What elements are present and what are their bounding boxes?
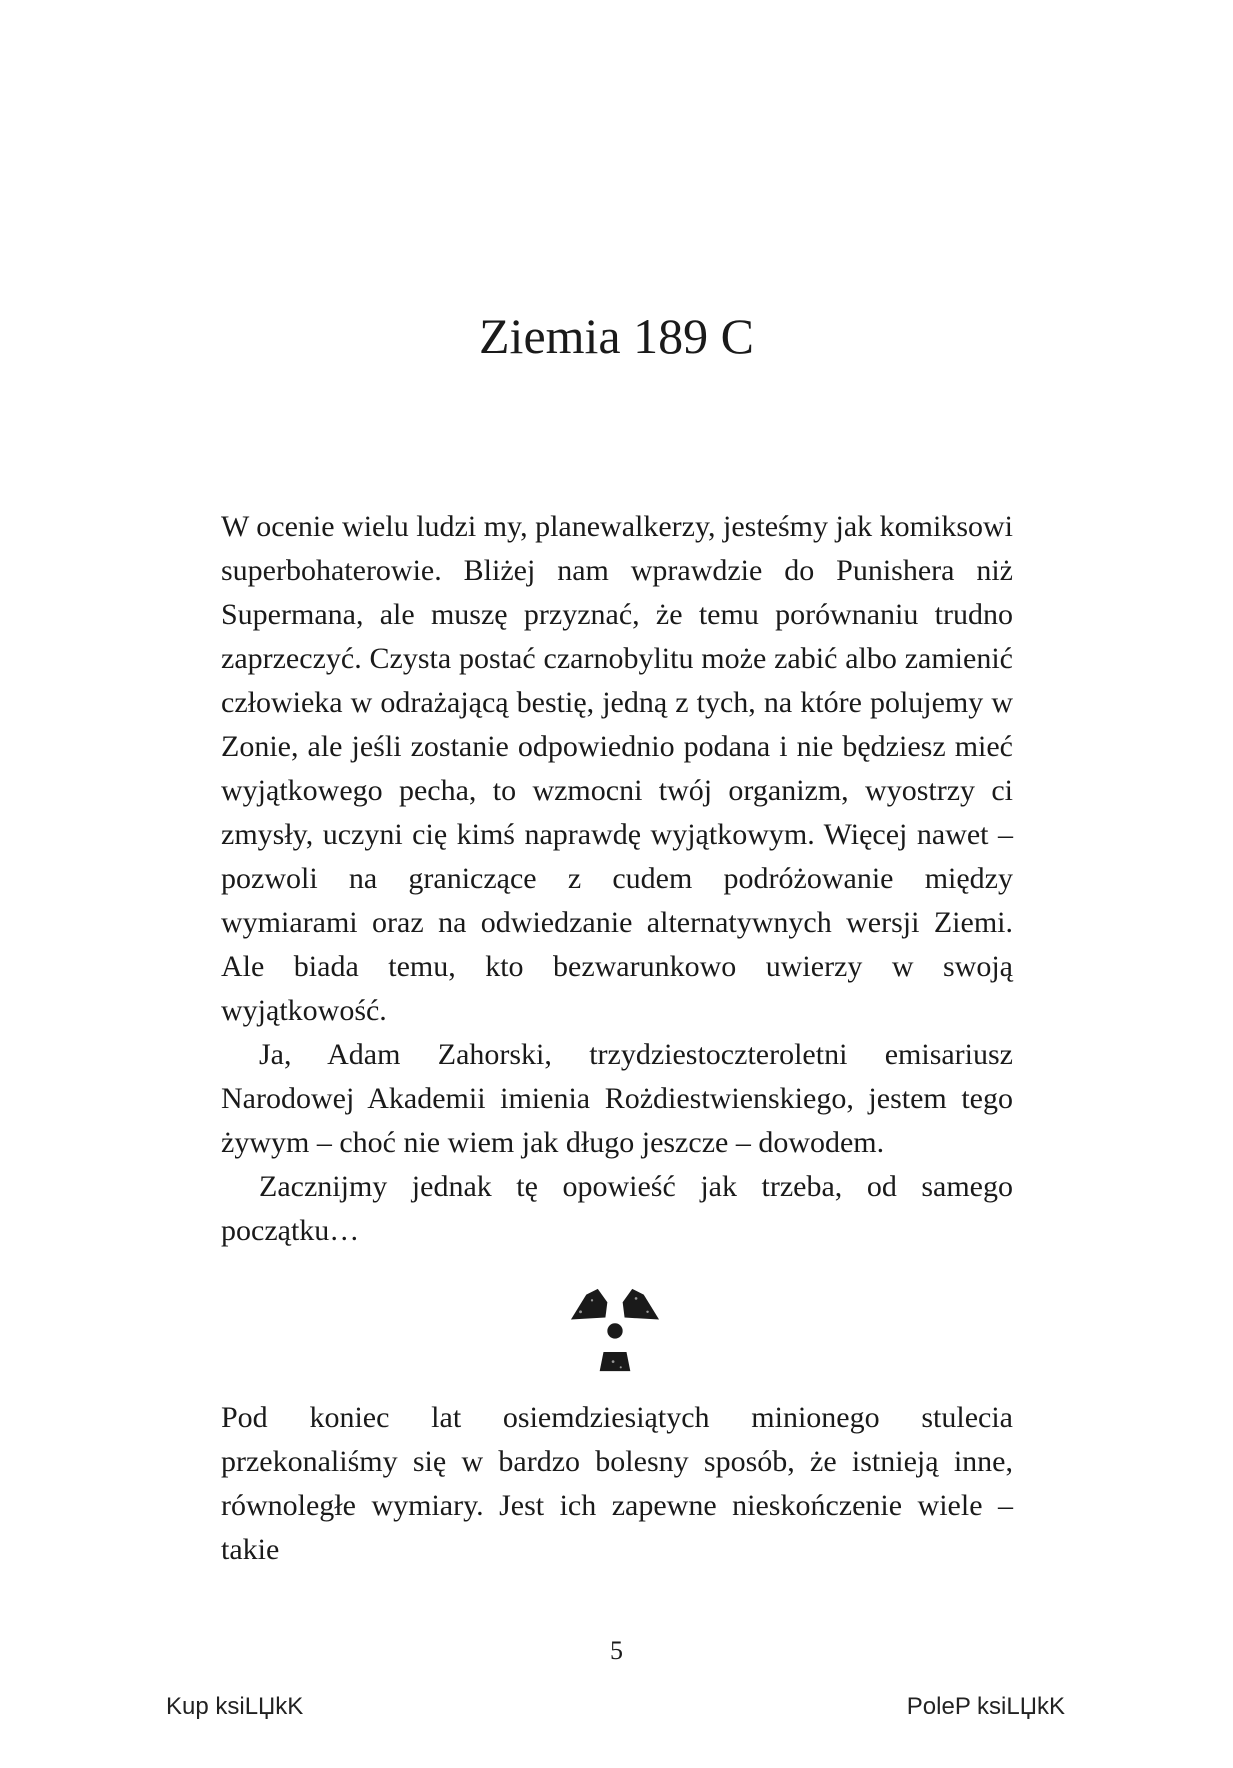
body-text-section-1: [221, 505, 1013, 1253]
footer-recommend-book-link[interactable]: PoleP ksiLЏkK: [906, 1693, 1065, 1720]
trefoil-blade: [571, 1289, 607, 1320]
footer-buy-book-link[interactable]: Kup ksiLЏkK: [166, 1693, 304, 1720]
trefoil-blade: [600, 1352, 631, 1371]
trefoil-blade: [623, 1289, 659, 1320]
page-number: 5: [610, 1636, 623, 1665]
body-text-section-2: [221, 1396, 1013, 1572]
trefoil-center: [607, 1323, 622, 1338]
paragraph: Ja, Adam Zahorski, trzydziestoczteroletni emisariusz Narodowej Akademii imienia Rożdiestwienskiego, jestem tego żywym – choć nie wiem jak długo jeszcze – dowodem.: [221, 1038, 1013, 1159]
radiation-trefoil-icon: [567, 1285, 663, 1375]
chapter-title: Ziemia 189 C: [479, 308, 754, 364]
paragraph: Pod koniec lat osiemdziesiątych minionego stulecia przekonaliśmy się w bardzo bolesny sposób, że istnieją inne, równoległe wymiary. Jest ich zapewne nieskończenie wiele – takie: [221, 1401, 1013, 1566]
paragraph: Zacznijmy jednak tę opowieść jak trzeba, od samego początku…: [221, 1170, 1013, 1247]
paragraph: W ocenie wielu ludzi my, planewalkerzy, jesteśmy jak komiksowi superbohaterowie. Bliżej nam wprawdzie do Punishera niż Supermana, ale muszę przyznać, że temu porównaniu trudno zaprzeczyć. Czysta postać czarnobylitu może zabić albo zamienić człowieka w odrażającą bestię, jedną z tych, na które polujemy w Zonie, ale jeśli zostanie odpowiednio podana i nie będziesz mieć wyjątkowego pecha, to wzmocni twój organizm, wyostrzy ci zmysły, uczyni cię kimś naprawdę wyjątkowym. Więcej nawet – pozwoli na graniczące z cudem podróżowanie między wymiarami oraz na odwiedzanie alternatywnych wersji Ziemi. Ale biada temu, kto bezwarunkowo uwierzy w swoją wyjątkowość.: [221, 510, 1014, 1027]
